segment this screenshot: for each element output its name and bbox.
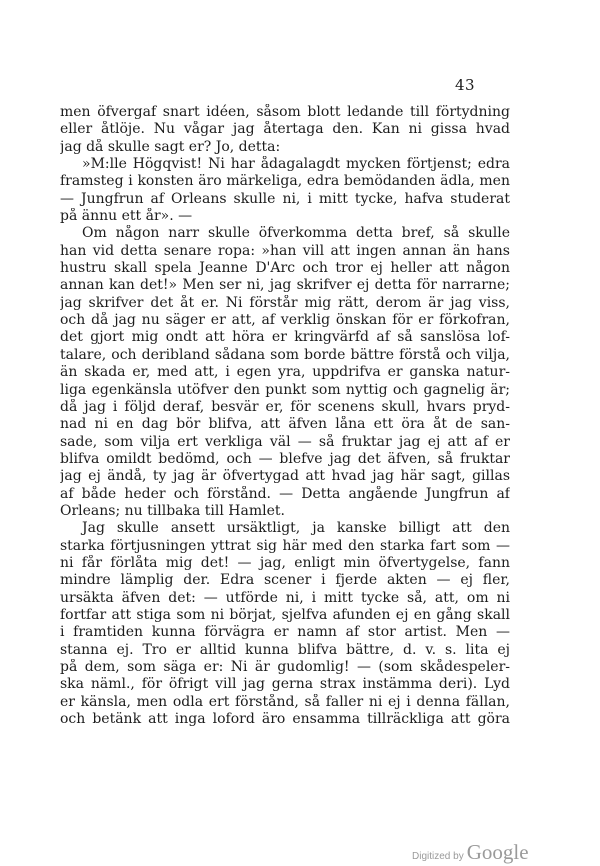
text-line: ska näml., för öfrigt vill jag gerna strax instämma deri). Lyd: [60, 676, 510, 693]
text-line: blifva omildt bedömd, och — blefve jag det äfven, så fruktar: [60, 450, 510, 467]
page-number: 43: [455, 76, 476, 94]
text-line: jag skrifver det åt er. Ni förstår mig rätt, derom är jag viss,: [60, 294, 510, 311]
text-line: jag ej ändå, ty jag är öfvertygad att hvad jag här sagt, gillas: [60, 468, 510, 485]
text-line: fortfar att stiga som ni börjat, sjelfva afunden ej en gång skall: [60, 606, 510, 623]
text-line: och betänk att inga loford äro ensamma tillräckliga att göra: [60, 711, 510, 728]
text-line: — Jungfrun af Orleans skulle ni, i mitt tycke, hafva studerat: [60, 190, 510, 207]
text-line: men öfvergaf snart idéen, såsom blott ledande till förtydning: [60, 104, 510, 120]
text-line: Jag skulle ansett ursäktligt, ja kanske billigt att den: [82, 520, 510, 537]
text-line: liga egenkänsla utöfver den punkt som nyttig och gagnelig är;: [60, 381, 510, 398]
text-line: ni får förlåta mig det! — jag, enligt min öfvertygelse, fann: [60, 554, 510, 571]
text-line: starka förtjusningen yttrat sig här med den starka fart som —: [60, 537, 510, 554]
text-line: talare, och deribland sådana som borde bättre förstå och vilja,: [60, 346, 510, 363]
text-line: än skada er, med att, i egen yra, uppdrifva er ganska natur-: [60, 364, 510, 381]
text-line: eller åtlöje. Nu vågar jag återtaga den. Kan ni gissa hvad: [60, 121, 510, 138]
text-line: sade, som vilja ert verkliga väl — så fruktar jag ej att af er: [60, 433, 510, 450]
text-line: det gjort mig ondt att höra er kringvärfd af så sanslösa lof-: [60, 329, 510, 346]
text-line: jag då skulle sagt er? Jo, detta:: [60, 138, 281, 155]
text-line: och då jag nu säger er att, af verklig önskan för er förkofran,: [60, 312, 510, 329]
text-line: Om någon narr skulle öfverkomma detta bref, så skulle: [82, 225, 510, 242]
text-line: »M:lle Högqvist! Ni har ådagalagdt mycken förtjenst; edra: [82, 156, 510, 173]
text-line: nad ni en dag bör blifva, att äfven låna ett öra åt de san-: [60, 416, 510, 433]
text-line: då jag i följd deraf, besvär er, för scenens skull, hvars pryd-: [60, 398, 510, 415]
text-line: framsteg i konsten äro märkeliga, edra bemödanden ädla, men: [60, 173, 510, 190]
text-line: mindre lämplig der. Edra scener i fjerde akten — ej fler,: [60, 572, 510, 589]
text-line: ursäkta äfven det: — utförde ni, i mitt tycke så, att, om ni: [60, 589, 510, 606]
text-line: af både heder och förstånd. — Detta angående Jungfrun af: [60, 485, 510, 502]
text-line: han vid detta senare ropa: »han vill att ingen annan än hans: [60, 242, 510, 259]
text-line: er känsla, men odla ert förstånd, så faller ni ej i denna fällan,: [60, 693, 510, 710]
text-line: i framtiden kunna förvägra er namn af stor artist. Men —: [60, 624, 510, 641]
text-line: på ännu ett år». —: [60, 208, 193, 225]
text-line: stanna ej. Tro er alltid kunna blifva bättre, d. v. s. lita ej: [60, 641, 510, 658]
text-line: på dem, som säga er: Ni är gudomlig! — (som skådespeler-: [60, 659, 510, 675]
text-line: annan kan det!» Men ser ni, jag skrifver ej detta för narrarne;: [60, 277, 510, 294]
body-text: [60, 104, 510, 728]
text-line: hustru skall spela Jeanne D'Arc och tror ej heller att någon: [60, 260, 510, 277]
watermark-caption: Digitized by: [412, 851, 464, 862]
digitized-watermark: [412, 840, 529, 865]
text-line: Orleans; nu tillbaka till Hamlet.: [60, 502, 285, 519]
google-logo: Google: [466, 840, 529, 864]
